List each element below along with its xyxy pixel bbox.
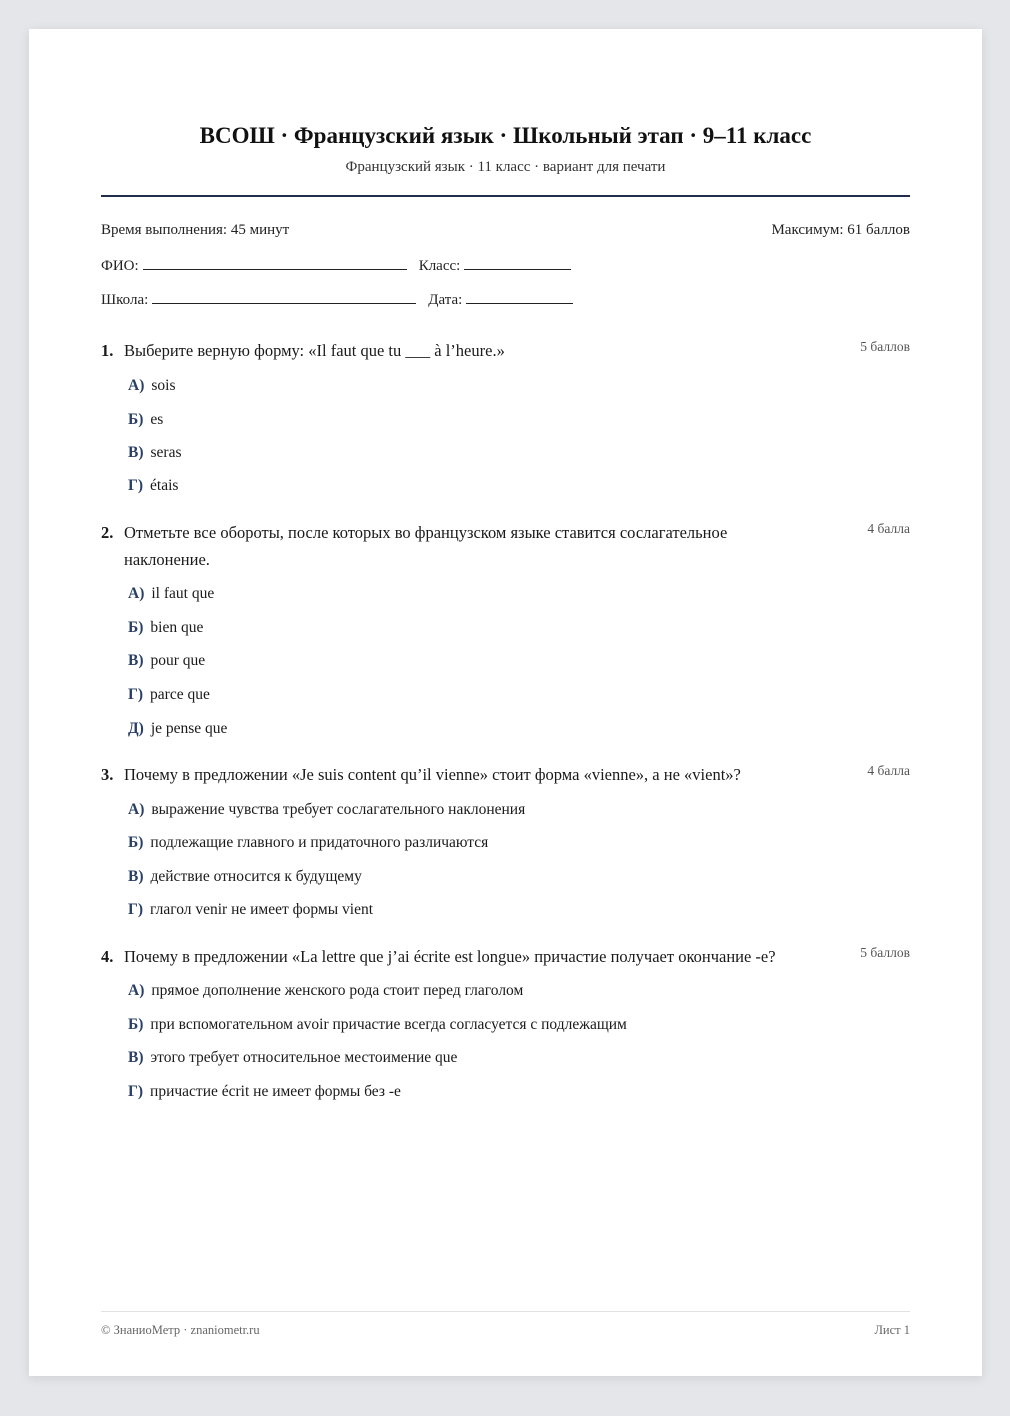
- date-field[interactable]: [466, 289, 573, 304]
- answer-option[interactable]: [128, 834, 488, 852]
- answer-option[interactable]: [128, 619, 203, 637]
- answer-option[interactable]: [128, 652, 205, 670]
- option-text: étais: [150, 477, 179, 494]
- option-text: bien que: [150, 619, 204, 636]
- footer-copyright: © ЗнаниоМетр · znaniometr.ru: [101, 1323, 260, 1337]
- answer-option[interactable]: [128, 1016, 627, 1034]
- answer-option[interactable]: [128, 1049, 457, 1067]
- option-letter: Г): [128, 1083, 144, 1100]
- page-title: ВСОШ · Французский язык · Школьный этап · 9–11 класс: [199, 123, 812, 148]
- option-letter: А): [128, 982, 145, 999]
- option-letter: В): [128, 444, 144, 461]
- date-label: Дата:: [428, 292, 463, 308]
- option-text: действие относится к будущему: [150, 868, 362, 885]
- question-text: Почему в предложении «Je suis content qu’il vienne» стоит форма «vienne», а не «vient»?: [124, 765, 741, 784]
- option-text: глагол venir не имеет формы vient: [150, 901, 374, 918]
- school-date-row: [101, 289, 573, 309]
- time-limit: Время выполнения: 45 минут: [101, 222, 290, 238]
- school-label: Школа:: [101, 292, 149, 308]
- option-letter: Д): [128, 720, 144, 737]
- option-text: прямое дополнение женского рода стоит перед глаголом: [151, 982, 524, 999]
- answer-option[interactable]: [128, 411, 163, 429]
- header-divider: [101, 195, 910, 197]
- option-text: причастие écrit не имеет формы без -e: [150, 1083, 401, 1100]
- question-number: 2.: [101, 523, 114, 542]
- option-text: этого требует относительное местоимение que: [150, 1049, 458, 1066]
- option-text: je pense que: [150, 720, 228, 737]
- answer-option[interactable]: [128, 801, 525, 819]
- option-text: подлежащие главного и придаточного различаются: [150, 834, 489, 851]
- answer-option[interactable]: [128, 901, 373, 919]
- option-letter: А): [128, 801, 145, 818]
- footer-divider: [101, 1311, 910, 1312]
- option-letter: А): [128, 377, 145, 394]
- name-field[interactable]: [143, 255, 407, 270]
- page-subtitle: Французский язык · 11 класс · вариант для печати: [345, 159, 666, 175]
- option-text: seras: [150, 444, 182, 461]
- option-letter: Б): [128, 619, 144, 636]
- question-number: 4.: [101, 947, 114, 966]
- option-text: sois: [151, 377, 176, 394]
- answer-option[interactable]: [128, 720, 227, 738]
- option-letter: Г): [128, 477, 144, 494]
- option-text: выражение чувства требует сослагательного наклонения: [151, 801, 526, 818]
- option-letter: В): [128, 1049, 144, 1066]
- question-points: 5 баллов: [860, 945, 910, 960]
- question-number: 1.: [101, 341, 114, 360]
- option-letter: Г): [128, 901, 144, 918]
- footer-page-number: Лист 1: [874, 1323, 910, 1337]
- option-text: pour que: [150, 652, 206, 669]
- question-text: Почему в предложении «La lettre que j’ai écrite est longue» причастие получает окончание -e?: [124, 947, 776, 966]
- option-text: il faut que: [151, 585, 215, 602]
- option-text: es: [150, 411, 164, 428]
- question-points: 4 балла: [867, 763, 910, 778]
- class-label: Класс:: [418, 258, 461, 274]
- name-class-row: [101, 255, 571, 275]
- option-letter: Б): [128, 1016, 144, 1033]
- answer-option[interactable]: [128, 982, 523, 1000]
- answer-option[interactable]: [128, 868, 362, 886]
- answer-option[interactable]: [128, 585, 214, 603]
- question-text: Выберите верную форму: «Il faut que tu ___ à l’heure.»: [124, 341, 505, 360]
- answer-option[interactable]: [128, 377, 175, 395]
- max-score: Максимум: 61 баллов: [771, 222, 910, 238]
- question-points: 4 балла: [867, 521, 910, 536]
- option-letter: Г): [128, 686, 144, 703]
- option-letter: Б): [128, 411, 144, 428]
- class-field[interactable]: [464, 255, 571, 270]
- option-letter: А): [128, 585, 145, 602]
- option-text: при вспомогательном avoir причастие всегда согласуется с подлежащим: [150, 1016, 627, 1033]
- school-field[interactable]: [152, 289, 416, 304]
- question-points: 5 баллов: [860, 339, 910, 354]
- answer-option[interactable]: [128, 477, 178, 495]
- name-label: ФИО:: [101, 258, 139, 274]
- option-letter: В): [128, 652, 144, 669]
- option-text: parce que: [150, 686, 210, 703]
- worksheet-page: [29, 29, 982, 1376]
- answer-option[interactable]: [128, 1083, 401, 1101]
- answer-option[interactable]: [128, 686, 210, 704]
- question-text: Отметьте все обороты, после которых во французском языке ставится сослагательное наклонение.: [124, 523, 728, 569]
- answer-option[interactable]: [128, 444, 182, 462]
- question-number: 3.: [101, 765, 114, 784]
- option-letter: В): [128, 868, 144, 885]
- option-letter: Б): [128, 834, 144, 851]
